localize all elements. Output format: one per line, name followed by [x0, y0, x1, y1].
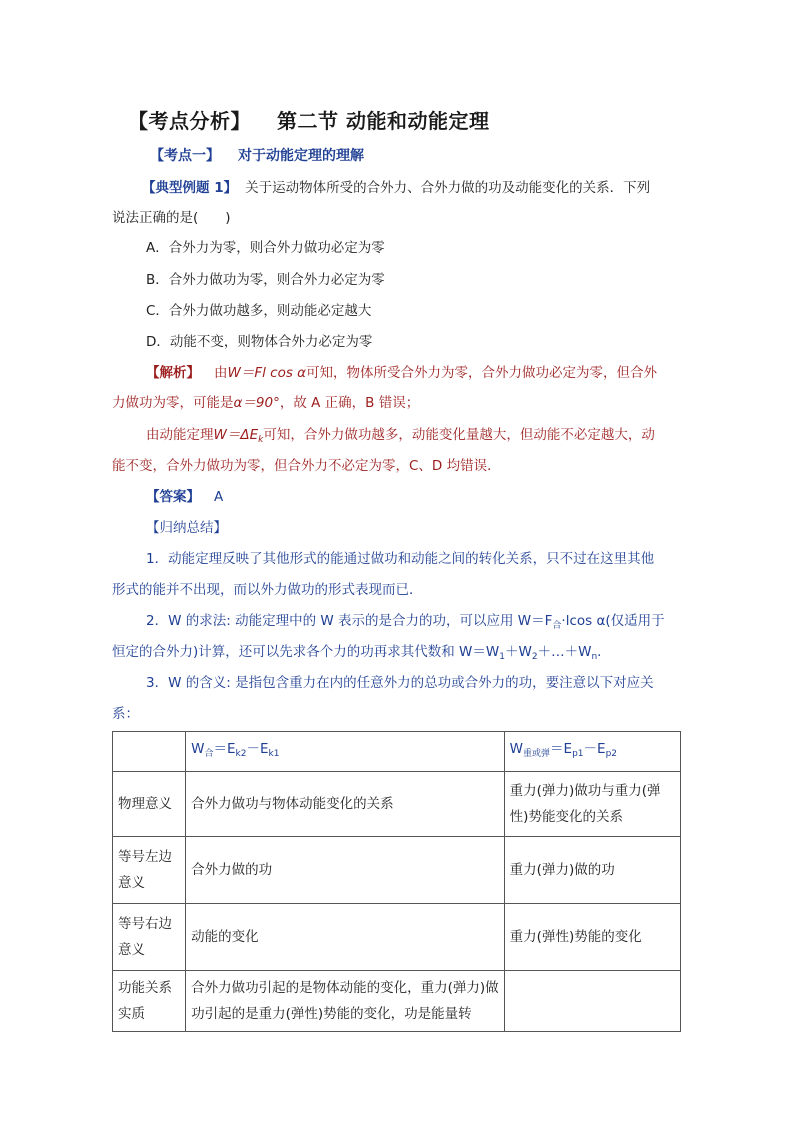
summary-p1-line1: 1．动能定理反映了其他形式的能通过做功和动能之间的转化关系，只不过在这里其他 — [146, 551, 655, 567]
summary-p3-line1: 3．W 的含义: 是指包含重力在内的任意外力的总功或合外力的功，要注意以下对应关 — [146, 675, 654, 691]
summary-tag: 【归纳总结】 — [146, 520, 227, 536]
section-tag: 【考点分析】 — [128, 109, 251, 133]
summary-p3-line2: 系： — [112, 706, 139, 722]
table-cell: 合外力做的功 — [186, 837, 505, 904]
table-cell: 重力(弹力)做功与重力(弹性)势能变化的关系 — [504, 772, 680, 837]
option-d: D．动能不变，则物体合外力必定为零 — [146, 334, 373, 350]
summary-p1-line2: 形式的能并不出现，而以外力做功的形式表现而已． — [112, 582, 423, 598]
table-row — [113, 837, 681, 904]
table-row-label: 功能关系实质 — [113, 971, 186, 1032]
analysis-tag: 【解析】 — [146, 365, 200, 381]
table-cell: 合外力做功与物体动能变化的关系 — [186, 772, 505, 837]
relation-table — [112, 731, 681, 1032]
table-cell: 合外力做功引起的是物体动能的变化，重力(弹力)做功引起的是重力(弹性)势能的变化，功是能量转 — [186, 971, 505, 1032]
analysis-line-3: 由动能定理$W=\Delta E_k$可知，合外力做功越多，动能变化量越大，但动能不必定越大，动 — [146, 427, 655, 445]
example-tag: 【典型例题 1】 — [142, 180, 238, 196]
answer-tag: 【答案】 — [146, 489, 200, 505]
example-line-1: 【典型例题 1】 关于运动物体所受的合外力、合外力做的功及动能变化的关系．下列 — [142, 180, 651, 196]
table-header-kinetic: $W_合=E_{k2}-E_{k1}$ — [186, 732, 505, 772]
table-header-row — [113, 732, 681, 772]
table-cell: 重力(弹性)势能的变化 — [504, 904, 680, 971]
analysis-line-1: 【解析】 由W＝Fl cos α可知，物体所受合外力为零，合外力做功必定为零，但合外 — [146, 365, 658, 381]
table-row-label: 等号右边意义 — [113, 904, 186, 971]
table-cell — [504, 971, 680, 1032]
answer-value: A — [214, 489, 224, 505]
table-row — [113, 904, 681, 971]
option-c: C．合外力做功越多，则动能必定越大 — [146, 303, 372, 319]
kaodian-tag: 【考点一】 — [150, 148, 220, 164]
table-row-label: 物理意义 — [113, 772, 186, 837]
table-cell: 动能的变化 — [186, 904, 505, 971]
example-line-2: 说法正确的是( ) — [112, 210, 231, 226]
analysis-line-4: 能不变，合外力做功为零，但合外力不必定为零，C、D 均错误． — [112, 458, 501, 474]
answer-line — [146, 487, 223, 507]
analysis-line-2: 力做功为零，可能是α＝90°，故 A 正确，B 错误； — [112, 395, 420, 411]
kaodian-topic: 对于动能定理的理解 — [238, 148, 364, 164]
table-row-label: 等号左边意义 — [113, 837, 186, 904]
table-row — [113, 772, 681, 837]
summary-p2-line2: 恒定的合外力)计算，还可以先求各个力的功再求其代数和 $W=W_1+W_2+\dots+W_n$. — [112, 644, 602, 662]
option-a: A．合外力为零，则合外力做功必定为零 — [146, 240, 385, 256]
table-row — [113, 971, 681, 1032]
table-cell: 重力(弹力)做的功 — [504, 837, 680, 904]
option-b: B．合外力做功为零，则合外力必定为零 — [146, 272, 385, 288]
table-header-empty — [113, 732, 186, 772]
page-title — [128, 105, 489, 134]
chapter-title: 第二节 动能和动能定理 — [277, 109, 490, 133]
table-header-potential: $W_{重或弹}=E_{p1}-E_{p2}$ — [504, 732, 680, 772]
kaodian-heading — [150, 145, 364, 165]
summary-p2-line1: 2．W 的求法: 动能定理中的 W 表示的是合力的功，可以应用 $W=F_合\cdot lcos$ α(仅适用于 — [146, 613, 665, 631]
